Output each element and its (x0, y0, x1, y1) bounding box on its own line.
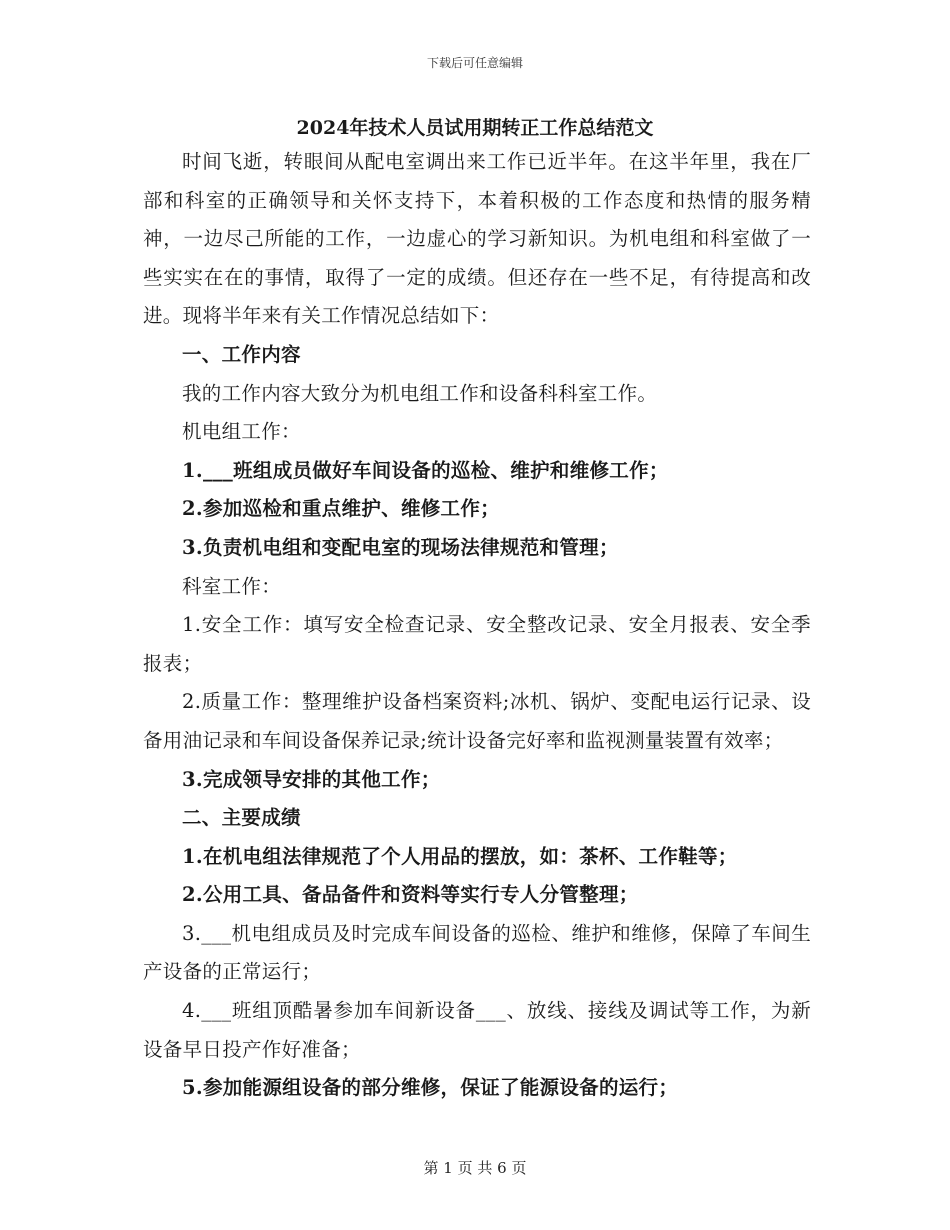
paragraph-intro: 时间飞逝，转眼间从配电室调出来工作已近半年。在这半年里，我在厂部和科室的正确领导和关怀支持下，本着积极的工作态度和热情的服务精神，一边尽己所能的工作，一边虚心的学习新知识。为机电组和科室做了一些实实在在的事情，取得了一定的成绩。但还存在一些不足，有待提高和改进。现将半年来有关工作情况总结如下： (143, 150, 811, 328)
page-number-footer: 第 1 页 共 6 页 (423, 1159, 527, 1177)
header-note: 下载后可任意编辑 (426, 56, 523, 70)
list-item: 2.参加巡检和重点维护、维修工作； (182, 497, 500, 521)
subheading-electromechanical-group: 机电组工作： (182, 420, 301, 444)
list-item: 3.完成领导安排的其他工作； (182, 767, 441, 791)
list-item: 4.___班组顶酷暑参加车间新设备___、放线、接线及调试等工作，为新设备早日投产作好准备； (143, 999, 811, 1061)
list-item: 1.安全工作：填写安全检查记录、安全整改记录、安全月报表、安全季报表； (143, 613, 811, 675)
document-body (143, 143, 811, 1108)
list-item: 1.___班组成员做好车间设备的巡检、维护和维修工作； (182, 458, 669, 482)
section-heading-work-content: 一、工作内容 (182, 342, 301, 366)
subheading-office-work: 科室工作： (182, 574, 282, 598)
section-heading-main-achievements: 二、主要成绩 (182, 806, 301, 830)
list-item: 5.参加能源组设备的部分维修，保证了能源设备的运行； (182, 1076, 679, 1100)
document-title: 2024年技术人员试用期转正工作总结范文 (296, 117, 654, 139)
list-item: 3.负责机电组和变配电室的现场法律规范和管理； (182, 535, 619, 559)
list-item: 2.质量工作：整理维护设备档案资料;冰机、锅炉、变配电运行记录、设备用油记录和车间设备保养记录;统计设备完好率和监视测量装置有效率； (143, 690, 811, 752)
list-item: 2.公用工具、备品备件和资料等实行专人分管整理； (182, 883, 639, 907)
list-item: 1.在机电组法律规范了个人用品的摆放，如：茶杯、工作鞋等； (182, 844, 738, 868)
list-item: 3.___机电组成员及时完成车间设备的巡检、维护和维修，保障了车间生产设备的正常运行； (143, 921, 811, 984)
paragraph: 我的工作内容大致分为机电组工作和设备科科室工作。 (182, 381, 658, 405)
